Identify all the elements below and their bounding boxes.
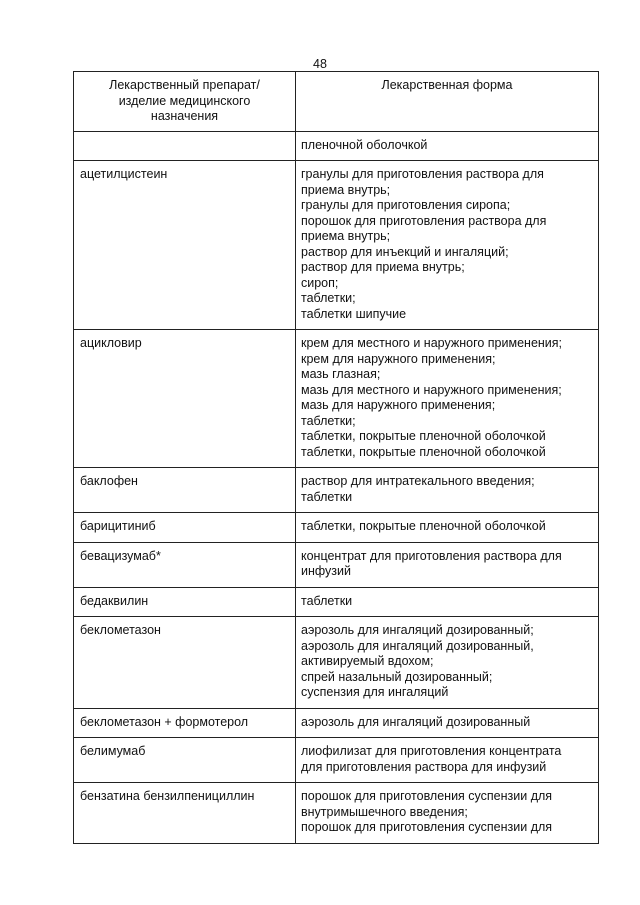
- table-header-row: [74, 72, 599, 132]
- drug-name: барицитиниб: [80, 519, 156, 533]
- dosage-form-line: аэрозоль для ингаляций дозированный: [301, 714, 531, 729]
- dosage-form-cell: [296, 783, 599, 844]
- dosage-form-cell: [296, 708, 599, 738]
- dosage-form-line: приема внутрь;: [301, 229, 391, 243]
- drug-name: белимумаб: [80, 744, 146, 758]
- dosage-form-line: таблетки, покрытые пленочной оболочкой: [301, 429, 546, 443]
- drug-name-cell: [74, 513, 296, 543]
- drug-name-cell: [74, 617, 296, 709]
- header-drug-line: изделие медицинского: [118, 93, 251, 108]
- drug-name: ацикловир: [80, 336, 142, 350]
- table-row: [74, 708, 599, 738]
- dosage-form-line: сироп;: [301, 275, 339, 290]
- dosage-form-cell: [296, 513, 599, 543]
- dosage-form-line: мазь для местного и наружного применения;: [301, 382, 562, 397]
- header-drug-line: Лекарственный препарат/: [109, 78, 260, 92]
- table-row: [74, 783, 599, 844]
- drug-name: баклофен: [80, 474, 138, 488]
- drug-name-cell: [74, 330, 296, 468]
- drug-name-cell: [74, 161, 296, 330]
- dosage-form-line: внутримышечного введения;: [301, 804, 468, 819]
- drug-name: бевацизумаб*: [80, 548, 161, 563]
- drug-name-cell: [74, 708, 296, 738]
- drug-name-cell: [74, 542, 296, 587]
- table-row: [74, 468, 599, 513]
- table-row: [74, 131, 599, 161]
- drug-name-cell: [74, 131, 296, 161]
- dosage-form-line: аэрозоль для ингаляций дозированный;: [301, 623, 534, 637]
- header-drug-line: назначения: [150, 109, 219, 123]
- dosage-form-line: инфузий: [301, 564, 351, 578]
- table-row: [74, 161, 599, 330]
- dosage-form-line: таблетки: [301, 593, 353, 608]
- dosage-form-line: порошок для приготовления раствора для: [301, 213, 547, 228]
- dosage-form-line: крем для наружного применения;: [301, 351, 496, 366]
- dosage-form-line: гранулы для приготовления раствора для: [301, 167, 544, 181]
- drug-name: ацетилцистеин: [80, 167, 168, 181]
- dosage-form-line: крем для местного и наружного применения;: [301, 336, 563, 350]
- drug-name: беклометазон + формотерол: [80, 714, 249, 729]
- table-row: [74, 738, 599, 783]
- dosage-form-line: раствор для интратекального введения;: [301, 474, 535, 488]
- dosage-form-line: концентрат для приготовления раствора для: [301, 548, 562, 563]
- drug-name-cell: [74, 738, 296, 783]
- table-row: [74, 542, 599, 587]
- dosage-form-line: раствор для инъекций и ингаляций;: [301, 244, 509, 259]
- dosage-form-cell: [296, 468, 599, 513]
- dosage-form-line: порошок для приготовления суспензии для: [301, 789, 553, 803]
- dosage-form-line: аэрозоль для ингаляций дозированный,: [301, 638, 534, 653]
- dosage-form-line: таблетки;: [301, 291, 356, 305]
- header-drug: [74, 72, 296, 132]
- drug-name: бедаквилин: [80, 593, 149, 608]
- dosage-form-line: пленочной оболочкой: [301, 137, 428, 152]
- dosage-form-line: таблетки: [301, 489, 353, 504]
- dosage-form-cell: [296, 617, 599, 709]
- dosage-form-line: раствор для приема внутрь;: [301, 260, 465, 274]
- table-row: [74, 617, 599, 709]
- dosage-form-line: порошок для приготовления суспензии для: [301, 820, 553, 834]
- dosage-form-line: приема внутрь;: [301, 182, 391, 197]
- dosage-form-line: таблетки, покрытые пленочной оболочкой: [301, 444, 546, 459]
- dosage-form-line: таблетки, покрытые пленочной оболочкой: [301, 519, 546, 533]
- dosage-form-line: суспензия для ингаляций: [301, 685, 449, 699]
- header-form: [296, 72, 599, 132]
- drug-name: беклометазон: [80, 623, 161, 637]
- dosage-form-cell: [296, 738, 599, 783]
- table-row: [74, 330, 599, 468]
- page-number: 48: [313, 57, 327, 71]
- dosage-form-cell: [296, 330, 599, 468]
- drug-table: [73, 71, 599, 844]
- dosage-form-line: мазь глазная;: [301, 367, 381, 381]
- dosage-form-line: спрей назальный дозированный;: [301, 669, 493, 684]
- dosage-form-line: лиофилизат для приготовления концентрата: [301, 744, 562, 758]
- dosage-form-line: таблетки шипучие: [301, 306, 407, 321]
- dosage-form-line: мазь для наружного применения;: [301, 398, 496, 412]
- table-row: [74, 587, 599, 617]
- dosage-form-cell: [296, 587, 599, 617]
- dosage-form-cell: [296, 542, 599, 587]
- drug-name-cell: [74, 783, 296, 844]
- drug-name-cell: [74, 587, 296, 617]
- dosage-form-line: гранулы для приготовления сиропа;: [301, 198, 511, 212]
- dosage-form-line: активируемый вдохом;: [301, 654, 434, 668]
- dosage-form-cell: [296, 161, 599, 330]
- drug-name-cell: [74, 468, 296, 513]
- dosage-form-line: таблетки;: [301, 413, 356, 428]
- table-row: [74, 513, 599, 543]
- header-form-line: Лекарственная форма: [381, 78, 513, 92]
- drug-name: бензатина бензилпенициллин: [80, 789, 255, 803]
- dosage-form-cell: [296, 131, 599, 161]
- table-body: [74, 131, 599, 843]
- dosage-form-line: для приготовления раствора для инфузий: [301, 759, 547, 774]
